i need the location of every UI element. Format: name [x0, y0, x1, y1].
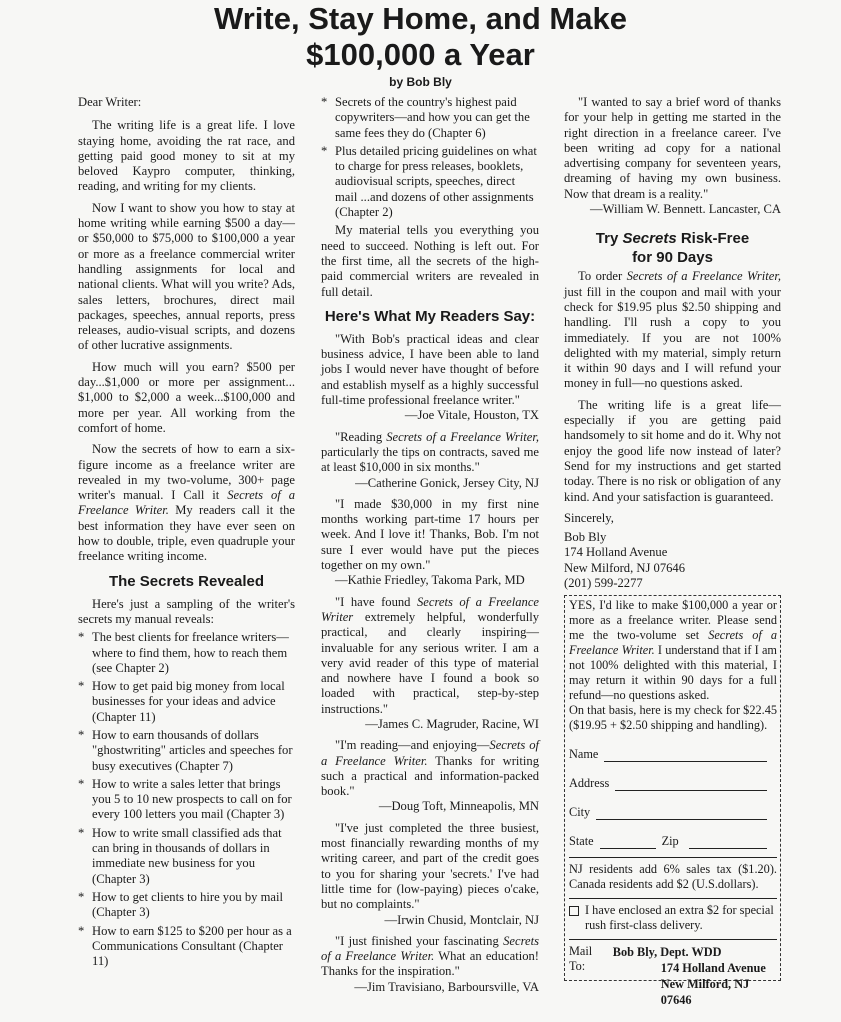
book-title: Secrets of a Freelance Writer, — [626, 269, 781, 284]
book-title: Secrets of a Freelance Writer. — [78, 488, 295, 518]
list-item — [78, 890, 295, 921]
paragraph: My material tells you everything you need to succeed. Nothing is left out. For the first time, all the secrets of the high-paid commercial writers are revealed in full detail. — [321, 223, 539, 299]
text: extremely helpful, wonderfully practical, and clearly inspiring—invaluable for any serious writer. I am a very avid reader of this type of material and nowhere have I found a book so loaded with practical, step-by-step instructions." — [321, 609, 539, 716]
mail-to-line: Bob Bly, Dept. WDD — [612, 945, 722, 960]
list-item — [78, 924, 295, 970]
paragraph: The writing life is a great life. I love staying home, avoiding the rat race, and getting paid good money to sit at my beloved Kaypro computer, thinking, reading, and writing for my clients. — [78, 118, 295, 194]
sender-street: 174 Holland Avenue — [564, 545, 668, 560]
text: Try — [595, 230, 623, 248]
mail-to-label: Mail To: — [569, 944, 593, 974]
byline: by Bob Bly — [389, 75, 452, 89]
address-line[interactable] — [615, 779, 767, 791]
list-item — [78, 826, 295, 887]
text: Now the secrets of how to earn a six-figure income as a freelance writer are revealed in my two-volume, 300+ page writer's manual. I Call it — [78, 442, 295, 503]
text: "Reading — [335, 429, 387, 444]
rush-delivery-checkbox[interactable] — [569, 906, 579, 916]
mail-to-address — [613, 944, 777, 1008]
list-item — [321, 144, 539, 220]
list-item — [78, 679, 295, 725]
book-title: Secrets of a Freelance Writer. — [569, 628, 777, 658]
list-item-text: The best clients for freelance writers—where to find them, how to reach them (see Chapter 2) — [92, 630, 289, 675]
text: "I just finished your fascinating — [335, 933, 504, 948]
text: I understand that if I am not 100% delighted with this material, I may return it within 90 days for a full refund—no questions asked. — [569, 643, 777, 703]
text: "I have found — [335, 594, 417, 609]
list-item-text: How to write small classified ads that can bring in thousands of dollars in immediate new business for you (Chapter 3) — [92, 825, 282, 886]
bullet-asterisk: * — [78, 923, 85, 938]
testimonial — [321, 430, 539, 476]
bullet-asterisk: * — [78, 889, 85, 904]
book-title: Secrets of a Freelance Writer — [321, 594, 540, 624]
testimonial-attribution: —Catherine Gonick, Jersey City, NJ — [355, 475, 539, 490]
headline — [0, 0, 841, 89]
paragraph — [564, 269, 781, 391]
heading-italic: Secrets — [622, 230, 677, 248]
book-title: Secrets of a Freelance Writer. — [321, 738, 539, 768]
section-heading: The Secrets Revealed — [108, 572, 265, 590]
testimonial: "I've just completed the three busiest, most financially rewarding months of my writing career, and part of the credit goes to you for sharing your 'secrets.' I've had little time for (low-paying) pieces o'cake, but no complaints." — [321, 820, 539, 912]
list-item-text: Plus detailed pricing guidelines on what to charge for press releases, booklets, audiovisual scripts, speeches, direct mail ...and dozens of other assignments (Chapter 2) — [335, 143, 537, 220]
city-label: City — [569, 805, 591, 820]
divider — [569, 857, 777, 858]
testimonial-attribution: —Irwin Chusid, Montclair, NJ — [384, 912, 539, 927]
name-line[interactable] — [604, 750, 767, 762]
testimonial-attribution: —Kathie Friedley, Takoma Park, MD — [335, 573, 525, 588]
list-item-text: How to get clients to hire you by mail (Chapter 3) — [92, 889, 283, 920]
sender-name: Bob Bly — [564, 530, 607, 545]
list-item — [78, 728, 295, 774]
book-title: Secrets of a Freelance Writer. — [321, 933, 539, 964]
list-item — [78, 777, 295, 823]
list-item — [78, 630, 295, 676]
text: just fill in the coupon and mail with your check for $19.95 plus $2.50 shipping and handling. I'll rush a copy to you immediately. If you are not 100% delighted with my material, simply return it within 90 days and I will refund your money in full—no questions asked. — [564, 284, 781, 391]
name-label: Name — [569, 747, 599, 762]
testimonial-attribution: —William W. Bennett. Lancaster, CA — [589, 202, 781, 217]
divider — [569, 939, 777, 940]
greeting: Dear Writer: — [78, 95, 142, 109]
headline-line-2: $100,000 a Year — [306, 37, 535, 72]
city-line[interactable] — [596, 808, 767, 820]
closing: Sincerely, — [564, 510, 614, 525]
mail-to — [569, 944, 777, 1008]
sender-phone: (201) 599-2277 — [564, 576, 643, 591]
bullet-asterisk: * — [321, 95, 328, 109]
paragraph: Now I want to show you how to stay at home writing while earning $500 a day—or $50,000 to $75,000 to $100,000 a year or more as a freelance commercial writer handling assignments for local and national clients. What will you write? Ads, sales letters, brochures, direct mail packages, speeches, annual reports, press releases, audio-visual scripts, and dozens of other lucrative assignments. — [78, 200, 295, 353]
paragraph: Here's just a sampling of the writer's secrets my manual reveals: — [78, 596, 295, 626]
testimonial — [321, 934, 539, 980]
state-label: State — [569, 834, 594, 849]
text: "I'm reading—and enjoying— — [335, 738, 490, 753]
secrets-list-continued — [321, 95, 539, 220]
sender-address — [564, 530, 781, 591]
book-title: Secrets of a Freelance Writer, — [386, 429, 539, 444]
testimonial — [321, 595, 539, 717]
state-zip-field[interactable] — [569, 834, 777, 849]
column-1 — [78, 95, 295, 972]
city-field[interactable] — [569, 805, 777, 820]
text: To order — [578, 269, 627, 284]
text: for 90 Days — [632, 249, 713, 267]
column-3 — [564, 95, 781, 1008]
testimonial-attribution: —Jim Travisiano, Barboursville, VA — [354, 979, 539, 994]
bullet-asterisk: * — [78, 825, 85, 840]
testimonial-attribution: —Joe Vitale, Houston, TX — [404, 408, 539, 423]
testimonial: "I wanted to say a brief word of thanks for your help in getting me started in the right direction in a freelance career. I've been writing ad copy for a national advertising company for seventeen years, dreaming of having my own business. Now that dream is a reality." — [564, 95, 781, 201]
list-item-text: How to earn $125 to $200 per hour as a Communications Consultant (Chapter 11) — [92, 923, 292, 969]
coupon-text — [569, 598, 777, 703]
paragraph: The writing life is a great life—especially if you are getting paid handsomely to sit home and do it. Why not enjoy the good life now instead of later? Send for my instructions and get started today. There is no risk or obligation of any kind. And your satisfaction is guaranteed. — [564, 397, 781, 504]
text: YES, I'd like to make $100,000 a year or more as a freelance writer. Please send me the two-volume set — [569, 598, 777, 643]
list-item — [321, 95, 539, 141]
order-coupon — [564, 595, 781, 1008]
bullet-asterisk: * — [321, 143, 328, 158]
rush-delivery-label: I have enclosed an extra $2 for special rush first-class delivery. — [585, 903, 774, 933]
coupon-text: On that basis, here is my check for $22.45 ($19.95 + $2.50 shipping and handling). — [569, 703, 777, 733]
column-2 — [321, 95, 539, 1001]
bullet-asterisk: * — [78, 727, 85, 742]
testimonial-attribution: —James C. Magruder, Racine, WI — [365, 716, 539, 731]
state-line[interactable] — [600, 837, 656, 849]
list-item-text: How to earn thousands of dollars "ghostwriting" articles and speeches for busy executives (Chapter 7) — [92, 727, 293, 773]
sender-city: New Milford, NJ 07646 — [564, 560, 686, 575]
divider — [569, 898, 777, 899]
zip-line[interactable] — [689, 837, 767, 849]
address-field[interactable] — [569, 776, 777, 791]
bullet-asterisk: * — [78, 679, 85, 694]
rush-delivery-option[interactable] — [569, 903, 777, 933]
text: Risk-Free — [676, 230, 750, 248]
testimonial: "With Bob's practical ideas and clear business advice, I have been able to land jobs I would never have thought of before and establish myself as a highly successful full-time professional freelance writer." — [321, 331, 539, 408]
text: What an education! Thanks for the inspiration." — [321, 949, 539, 979]
testimonial: "I made $30,000 in my first nine months working part-time 17 hours per week. And I love it! Thanks, Bob. I'm not sure I ever would have put the pieces together on my own." — [321, 496, 539, 573]
name-field[interactable] — [569, 747, 777, 762]
tax-note: NJ residents add 6% sales tax ($1.20). Canada residents add $2 (U.S.dollars). — [569, 862, 777, 892]
section-heading — [564, 229, 781, 267]
mail-to-line: 174 Holland Avenue — [660, 961, 766, 976]
testimonial-attribution: —Doug Toft, Minneapolis, MN — [378, 799, 539, 814]
paragraph — [78, 442, 295, 564]
zip-label: Zip — [661, 834, 679, 849]
headline-line-1: Write, Stay Home, and Make — [214, 1, 627, 36]
address-label: Address — [569, 776, 610, 791]
testimonial — [321, 738, 539, 799]
bullet-asterisk: * — [78, 776, 85, 791]
text: Thanks for writing such a practical and information-packed book." — [321, 753, 540, 799]
mail-to-line: New Milford, NJ 07646 — [660, 977, 750, 1008]
text: particularly the tips on contracts, saved me at least $10,000 in six months." — [321, 444, 539, 475]
list-item-text: How to write a sales letter that brings you 5 to 10 new prospects to call on for every 100 letters you mail (Chapter 3) — [92, 776, 292, 822]
text: My readers call it the best information they have ever seen on how to double, triple, even quadruple your freelance writing income. — [78, 503, 295, 564]
paragraph: How much will you earn? $500 per day...$1,000 or more per assignment... $1,000 to $2,000 a week...$100,000 and more per year. All working from the comfort of home. — [78, 359, 295, 435]
bullet-asterisk: * — [78, 630, 85, 645]
section-heading: Here's What My Readers Say: — [324, 307, 536, 325]
secrets-list — [78, 630, 295, 969]
list-item-text: How to get paid big money from local businesses for your ideas and advice (Chapter 11) — [92, 679, 285, 724]
list-item-text: Secrets of the country's highest paid copywriters—and how you can get the same fees they do (Chapter 6) — [335, 95, 530, 140]
